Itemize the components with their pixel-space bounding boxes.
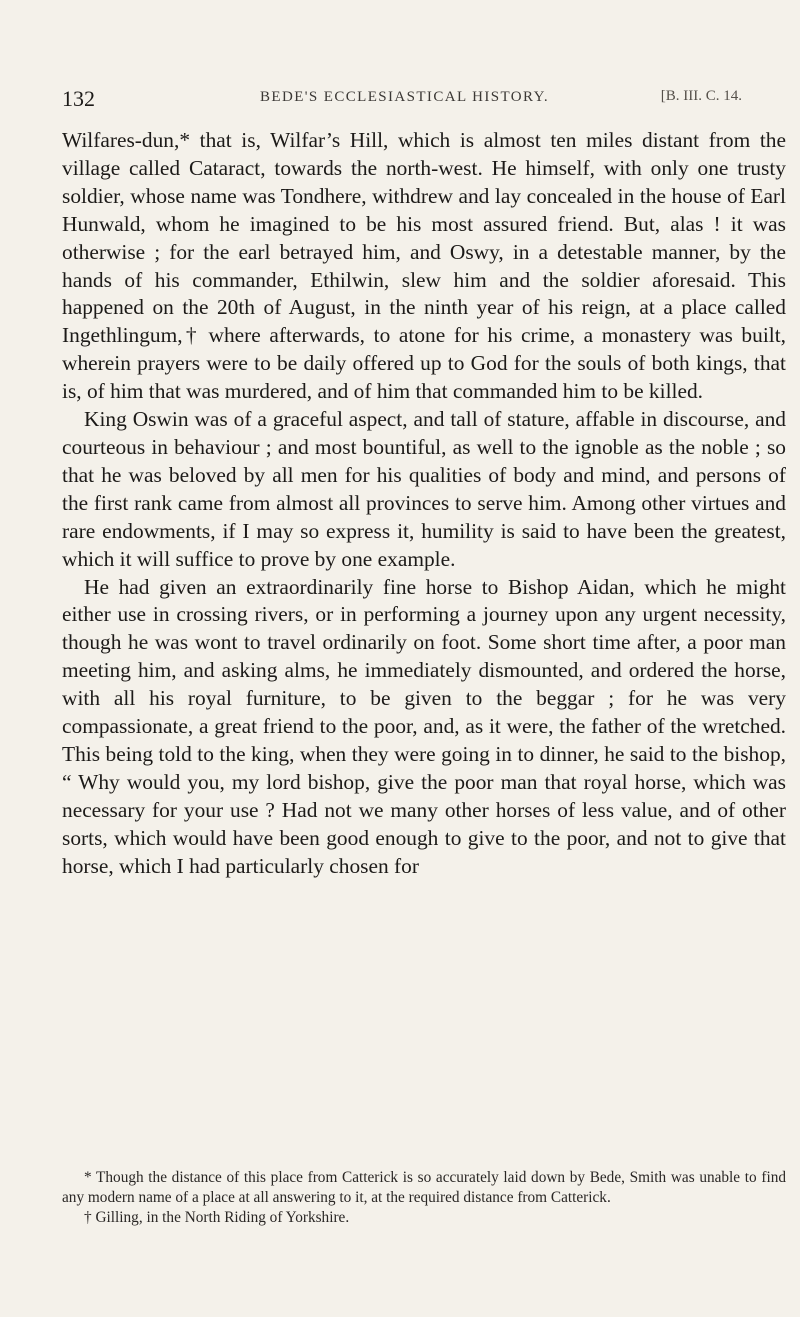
- running-title: BEDE'S ECCLESIASTICAL HISTORY.: [260, 89, 550, 105]
- body-text: [62, 127, 786, 880]
- chapter-reference: [B. III. C. 14.: [660, 88, 742, 104]
- running-head: [62, 86, 742, 112]
- paragraph: King Oswin was of a graceful aspect, and tall of stature, affable in discourse, and courteous in behaviour ; and most bountiful, as well to the ignoble as the noble ; so that he was beloved by all men for his qualities of body and mind, and persons of the first rank came from almost all provinces to serve him. Among other virtues and rare endowments, if I may so express it, humility is said to have been the greatest, which it will suffice to prove by one example.: [62, 407, 786, 571]
- paragraph: Wilfares-dun,* that is, Wilfar’s Hill, which is almost ten miles distant from the village called Cataract, towards the north-west. He himself, with only one trusty soldier, whose name was Tondhere, withdrew and lay concealed in the house of Earl Hunwald, whom he imagined to be his most assured friend. But, alas ! it was otherwise ; for the earl betrayed him, and Oswy, in a detestable manner, by the hands of his commander, Ethilwin, slew him and the soldier aforesaid. This happened on the 20th of August, in the ninth year of his reign, at a place called Ingethlingum,† where afterwards, to atone for his crime, a monastery was built, wherein prayers were to be daily offered up to God for the souls of both kings, that is, of him that was murdered, and of him that commanded him to be killed.: [62, 128, 786, 404]
- paragraph: He had given an extraordinarily fine horse to Bishop Aidan, which he might either use in crossing rivers, or in performing a journey upon any urgent necessity, though he was wont to travel ordinarily on foot. Some short time after, a poor man meeting him, and asking alms, he immediately dismounted, and ordered the horse, with all his royal furniture, to be given to the beggar ; for he was very compassionate, a great friend to the poor, and, as it were, the father of the wretched. This being told to the king, when they were going in to dinner, he said to the bishop, “ Why would you, my lord bishop, give the poor man that royal horse, which was necessary for your use ? Had not we many other horses of less value, and of other sorts, which would have been good enough to give to the poor, and not to give that horse, which I had particularly chosen for: [62, 574, 786, 878]
- footnotes: [62, 1168, 786, 1228]
- footnote: † Gilling, in the North Riding of Yorkshire.: [84, 1209, 350, 1226]
- page-number: 132: [62, 86, 95, 111]
- footnote: * Though the distance of this place from Catterick is so accurately laid down by Bede, Smith was unable to find any modern name of a place at all answering to it, at the required distance from Catterick.: [62, 1169, 786, 1206]
